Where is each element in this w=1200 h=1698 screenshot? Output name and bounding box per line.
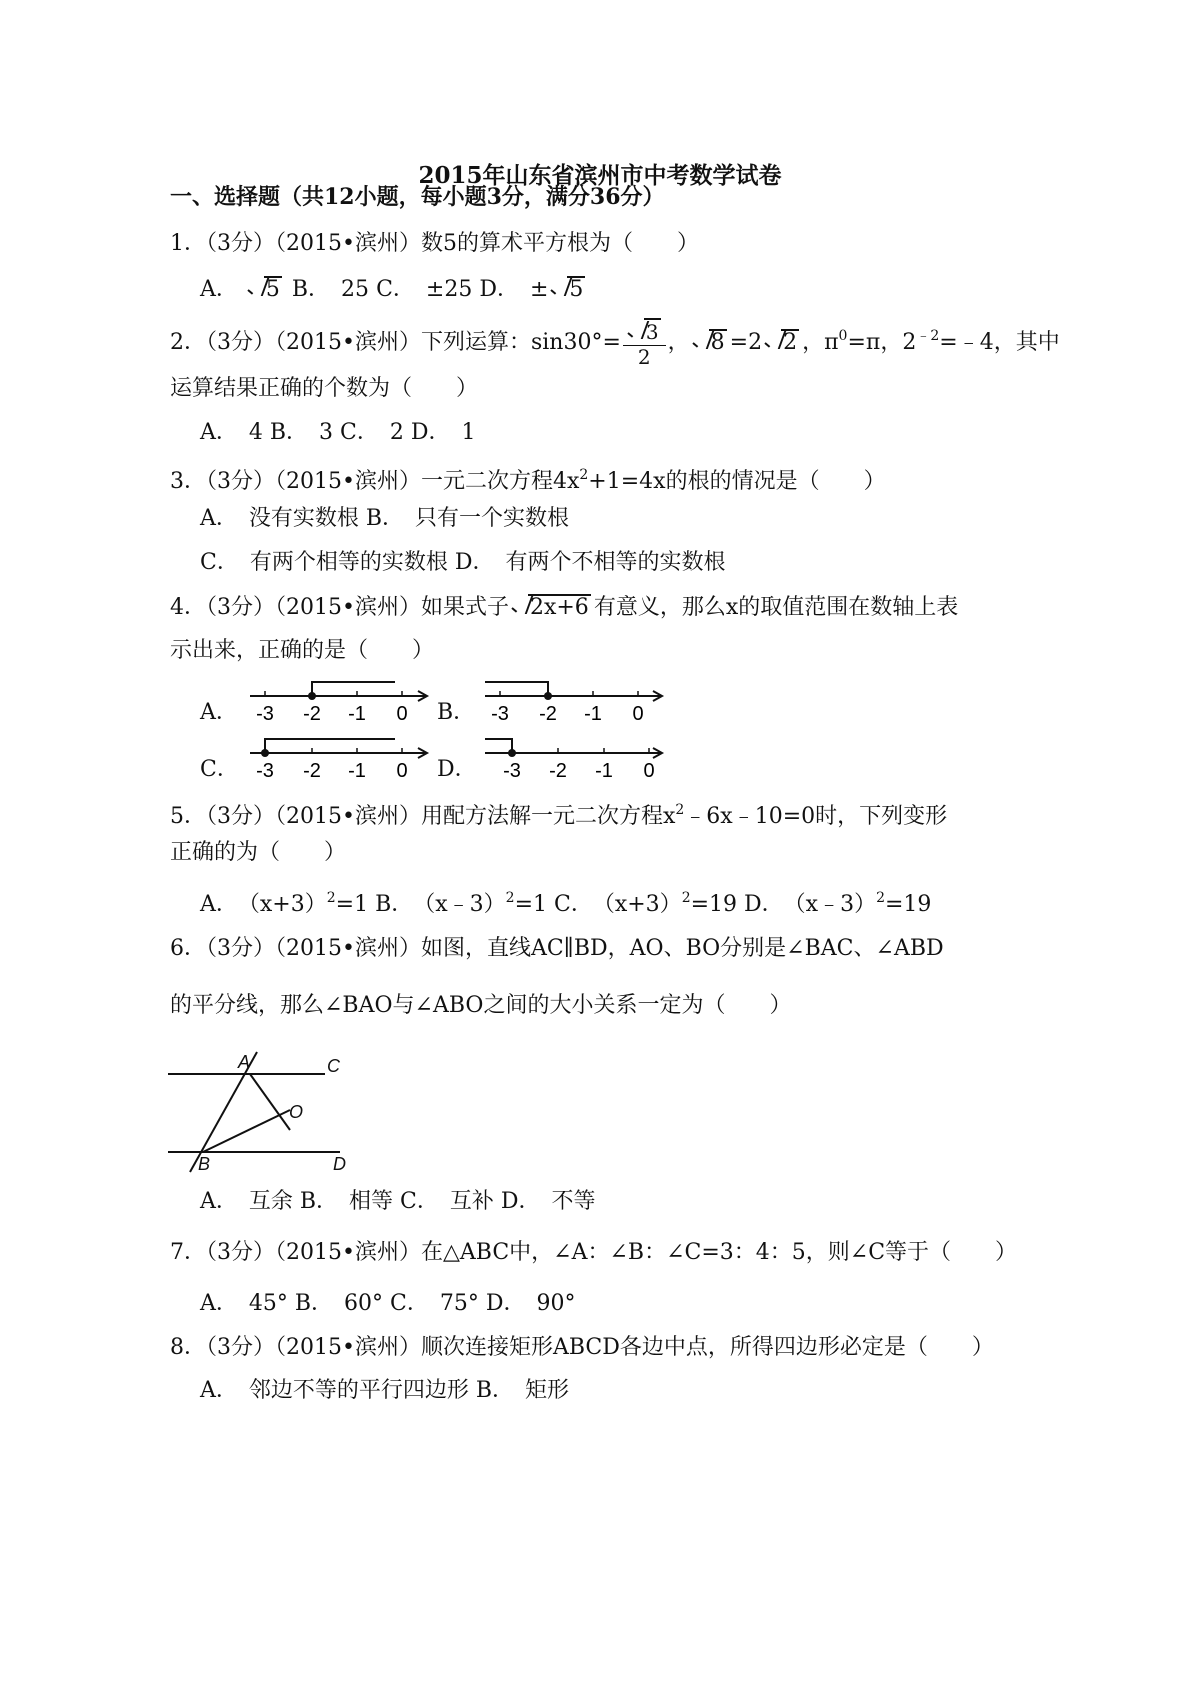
question-3-stem: 3．（3分）（2015•滨州）一元二次方程$4x^2+1=4x$的根的情况是（ ）: [170, 467, 886, 494]
question-6-options: A． 互余 B． 相等 C． 互补 D． 不等: [200, 1189, 596, 1214]
tick-label: -3: [256, 703, 274, 725]
question-5-line2: 正确的为（ ）: [170, 840, 347, 865]
number-line-b: [485, 676, 670, 726]
question-2-options: A． 4 B． 3 C． 2 D． 1: [200, 420, 476, 445]
question-2-text: 2．（3分）（2015•滨州）下列运算：sin30°=: [170, 330, 621, 355]
tick-label: -3: [256, 760, 274, 782]
number-line-a: [250, 676, 435, 726]
question-2-stem: 2．（3分）（2015•滨州）下列运算：sin30°= $\frac{3}{2}$ ， 8 =2 2 ，$\pi^0=\pi$，$2^{﹣2}=﹣4$，其中: [170, 320, 1060, 369]
option-a-label: A．: [200, 277, 238, 302]
sqrt-symbol: 5: [551, 275, 585, 305]
point-b-label: B: [198, 1154, 211, 1174]
tick-label: -1: [348, 703, 366, 725]
question-6-line2: 的平分线，那么∠BAO与∠ABO之间的大小关系一定为（ ）: [170, 993, 792, 1018]
tick-label: 0: [396, 703, 408, 725]
exam-title: 2015年山东省滨州市中考数学试卷: [418, 162, 782, 189]
section-heading: 一、选择题（共12小题，每小题3分，满分36分）: [170, 184, 665, 210]
option-b: B． 25: [291, 277, 370, 302]
tick-label: -2: [303, 703, 321, 725]
tick-label: -1: [595, 760, 613, 782]
question-7-options: A． 45° B． 60° C． 75° D． 90°: [200, 1291, 576, 1316]
question-3-options-cd: C． 有两个相等的实数根 D． 有两个不相等的实数根: [200, 550, 726, 575]
sqrt-symbol: 2: [765, 328, 799, 358]
question-2-line2: 运算结果正确的个数为（ ）: [170, 376, 479, 401]
point-a-label: A: [238, 1052, 251, 1072]
number-line-d: [485, 733, 670, 783]
point-o-label: O: [289, 1102, 304, 1122]
sqrt-symbol: 8: [693, 328, 727, 358]
question-5-options: A． $(x+3)^2=1$ B． （x﹣3）$^2$=1 C． $(x+3)^2=19$ D． （x﹣3）$^2$=19: [200, 890, 932, 917]
point-d-label: D: [333, 1154, 346, 1174]
option-d: D． ±: [479, 277, 549, 302]
sqrt-symbol: 3: [628, 318, 661, 345]
tick-label: -3: [491, 703, 509, 725]
question-6-figure: [165, 1050, 365, 1175]
tick-label: 0: [632, 703, 644, 725]
question-8-options: A． 邻边不等的平行四边形 B． 矩形: [200, 1378, 570, 1403]
question-1-options: [200, 275, 588, 305]
tick-label: -2: [539, 703, 557, 725]
question-4-stem: 4．（3分）（2015•滨州）如果式子 2x+6 有意义，那么x的取值范围在数轴上表: [170, 593, 958, 623]
option-c-label: C．: [200, 757, 239, 782]
sqrt-symbol: 2x+6: [512, 593, 591, 623]
tick-label: -2: [303, 760, 321, 782]
tick-label: -1: [584, 703, 602, 725]
tick-label: 0: [396, 760, 408, 782]
question-1-stem: 1．（3分）（2015•滨州）数5的算术平方根为（ ）: [170, 231, 699, 256]
tick-label: -1: [348, 760, 366, 782]
question-5-stem: 5．（3分）（2015•滨州）用配方法解一元二次方程$x^2﹣6x﹣10=0$时，下列变形: [170, 802, 948, 829]
tick-label: -3: [503, 760, 521, 782]
point-c-label: C: [327, 1056, 340, 1076]
question-6-stem: 6．（3分）（2015•滨州）如图，直线AC∥BD，AO、BO分别是∠BAC、∠ABD: [170, 936, 944, 961]
sqrt-symbol: 5: [248, 275, 282, 305]
fraction: $\frac{3}{2}$: [623, 318, 666, 368]
option-d-label: D．: [437, 757, 477, 782]
question-8-stem: 8．（3分）（2015•滨州）顺次连接矩形ABCD各边中点，所得四边形必定是（ ）: [170, 1335, 994, 1360]
option-a-label: A．: [200, 700, 238, 725]
question-4-line2: 示出来，正确的是（ ）: [170, 638, 435, 663]
question-3-options-ab: A． 没有实数根 B． 只有一个实数根: [200, 506, 570, 531]
tick-label: -2: [549, 760, 567, 782]
option-c: C． ±25: [376, 277, 473, 302]
option-b-label: B．: [437, 700, 476, 725]
question-7-stem: 7．（3分）（2015•滨州）在△ABC中，∠A：∠B：∠C=3：4：5，则∠C等于（ ）: [170, 1240, 1018, 1265]
tick-label: 0: [643, 760, 655, 782]
number-line-c: [250, 733, 435, 783]
